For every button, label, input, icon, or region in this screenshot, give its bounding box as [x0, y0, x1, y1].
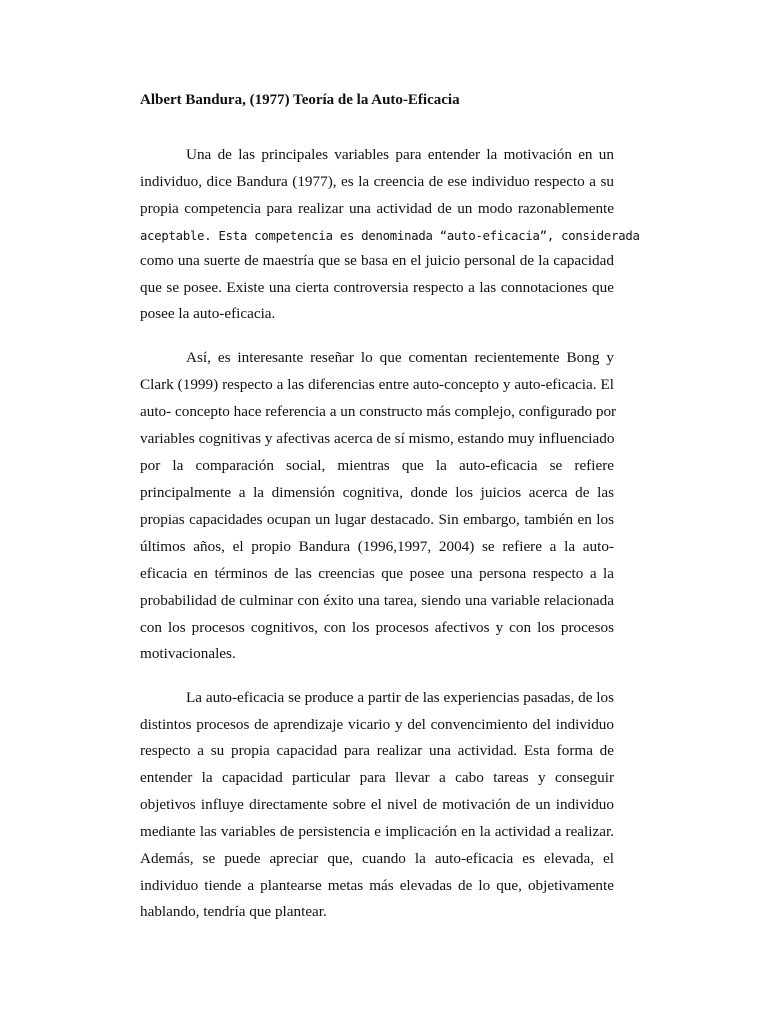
- paragraph-2-line-10: probabilidad de culminar con éxito una tarea, siendo una variable relacionada: [140, 592, 614, 609]
- paragraph-2-line-8: últimos años, el propio Bandura (1996,1997, 2004) se refiere a la auto-: [140, 538, 614, 555]
- paragraph-3-line-2: distintos procesos de aprendizaje vicario y del convencimiento del individuo: [140, 716, 614, 733]
- paragraph-2-line-3: auto- concepto hace referencia a un constructo más complejo, configurado por: [140, 403, 617, 420]
- paragraph-2-line-1: Así, es interesante reseñar lo que comentan recientemente Bong y: [186, 349, 614, 366]
- paragraph-1-line-4: aceptable. Esta competencia es denominada “auto-eficacia”, considerada: [140, 229, 640, 243]
- paragraph-3-line-1: La auto-eficacia se produce a partir de las experiencias pasadas, de los: [186, 689, 614, 706]
- paragraph-3-line-6: mediante las variables de persistencia e implicación en la actividad a realizar.: [140, 823, 614, 840]
- paragraph-2-line-9: eficacia en términos de las creencias que posee una persona respecto a la: [140, 565, 614, 582]
- document-title: Albert Bandura, (1977) Teoría de la Auto-Eficacia: [140, 92, 460, 108]
- paragraph-3-line-8: individuo tiende a plantearse metas más elevadas de lo que, objetivamente: [140, 877, 614, 894]
- paragraph-1-line-7: posee la auto-eficacia.: [140, 305, 276, 322]
- paragraph-1-line-3: propia competencia para realizar una actividad de un modo razonablemente: [140, 200, 614, 217]
- paragraph-2-line-4: variables cognitivas y afectivas acerca de sí mismo, estando muy influenciado: [140, 430, 615, 447]
- paragraph-3-line-3: respecto a su propia capacidad para realizar una actividad. Esta forma de: [140, 742, 614, 759]
- paragraph-3-line-5: objetivos influye directamente sobre el nivel de motivación de un individuo: [140, 796, 614, 813]
- paragraph-1-line-2: individuo, dice Bandura (1977), es la creencia de ese individuo respecto a su: [140, 173, 614, 190]
- paragraph-1-line-5: como una suerte de maestría que se basa en el juicio personal de la capacidad: [140, 252, 614, 269]
- paragraph-2-line-6: principalmente a la dimensión cognitiva, donde los juicios acerca de las: [140, 484, 614, 501]
- paragraph-3-line-4: entender la capacidad particular para llevar a cabo tareas y conseguir: [140, 769, 614, 786]
- paragraph-2-line-5: por la comparación social, mientras que la auto-eficacia se refiere: [140, 457, 614, 474]
- paragraph-2-line-11: con los procesos cognitivos, con los procesos afectivos y con los procesos: [140, 619, 614, 636]
- paragraph-2-line-12: motivacionales.: [140, 645, 236, 662]
- paragraph-1-line-1: Una de las principales variables para entender la motivación en un: [186, 146, 614, 163]
- paragraph-1-line-6: que se posee. Existe una cierta controversia respecto a las connotaciones que: [140, 279, 614, 296]
- paragraph-3-line-7: Además, se puede apreciar que, cuando la auto-eficacia es elevada, el: [140, 850, 614, 867]
- paragraph-2-line-2: Clark (1999) respecto a las diferencias entre auto-concepto y auto-eficacia. El: [140, 376, 614, 393]
- paragraph-3-line-9: hablando, tendría que plantear.: [140, 903, 327, 920]
- paragraph-2-line-7: propias capacidades ocupan un lugar destacado. Sin embargo, también en los: [140, 511, 614, 528]
